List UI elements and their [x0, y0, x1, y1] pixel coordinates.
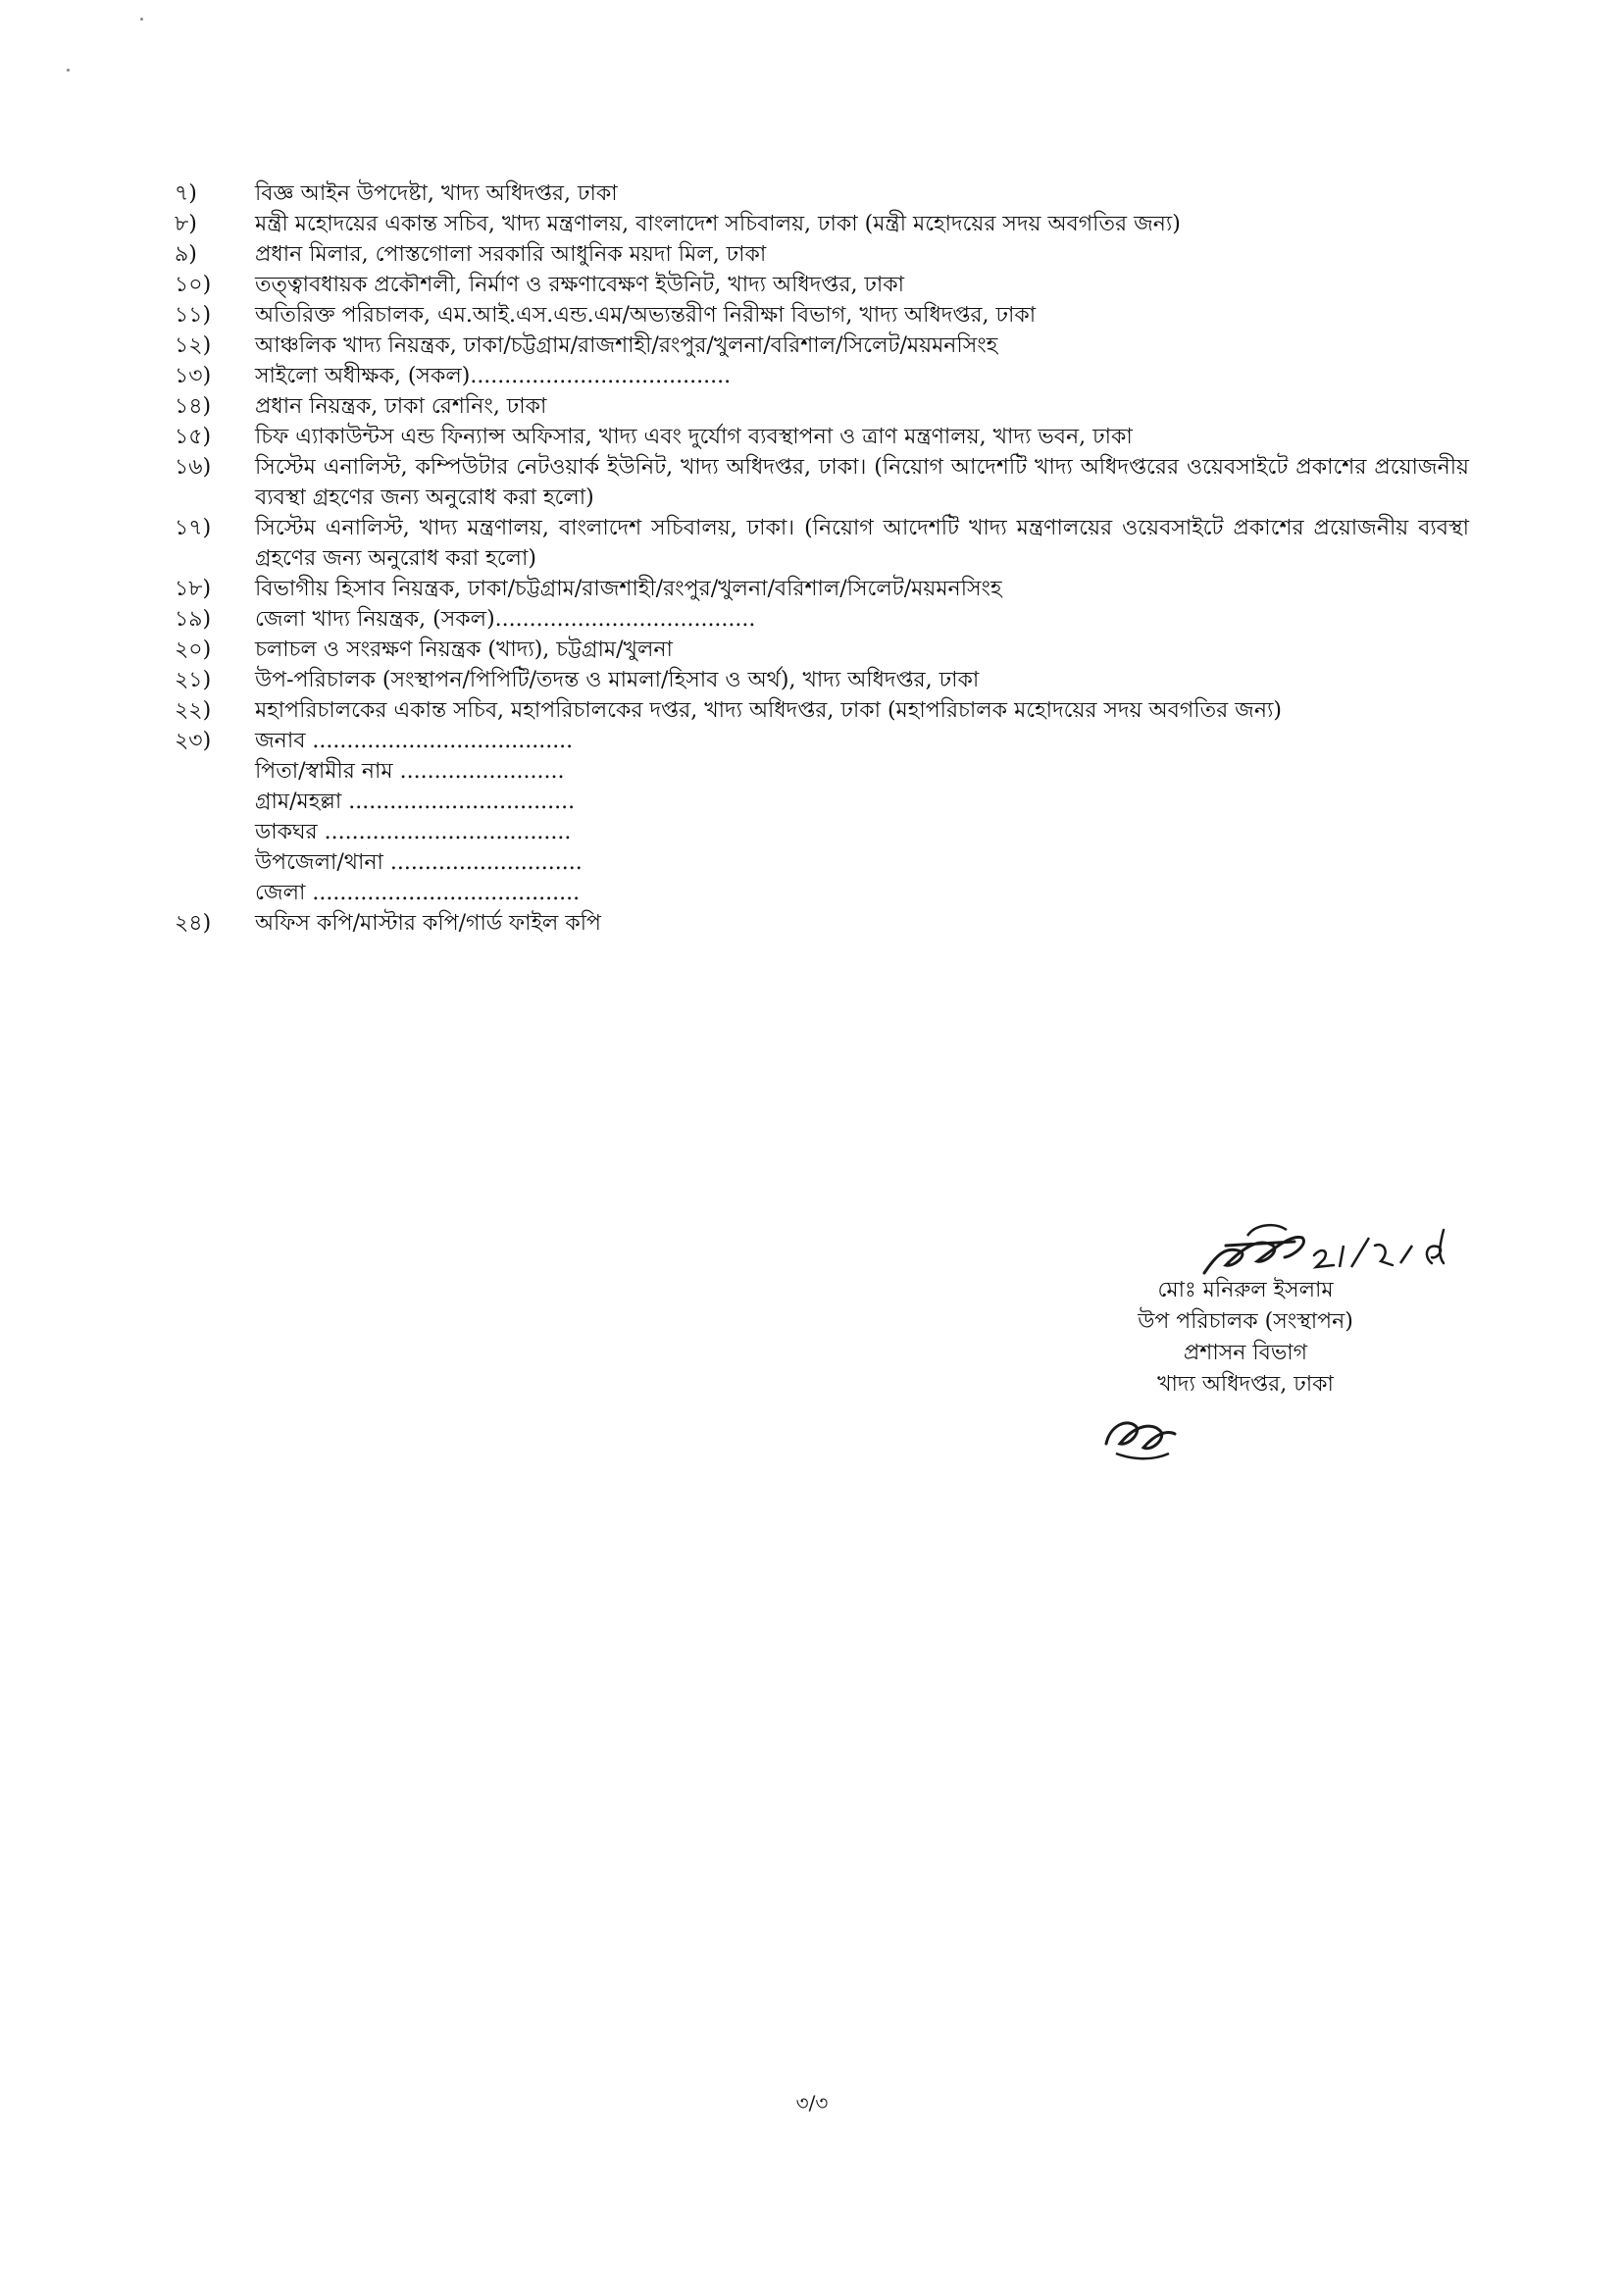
item-text: সাইলো অধীক্ষক, (সকল)......................................: [255, 364, 732, 388]
item-text: সিস্টেম এনালিস্ট, কম্পিউটার নেটওয়ার্ক ইউনিট, খাদ্য অধিদপ্তর, ঢাকা। (নিয়োগ আদেশটি খাদ্য অধিদপ্তরের ওয়েবসাইটে প্রকাশের প্রয়োজনীয় ব্যবস্থা গ্রহণের জন্য অনুরোধ করা হলো): [255, 455, 1469, 510]
list-item: [175, 452, 1469, 513]
list-item: [175, 726, 1469, 756]
item-number: ১৪): [175, 394, 212, 419]
item-number: ১৬): [175, 455, 212, 480]
item-number: ১৮): [175, 577, 212, 601]
item-text: সিস্টেম এনালিস্ট, খাদ্য মন্ত্রণালয়, বাংলাদেশ সচিবালয়, ঢাকা। (নিয়োগ আদেশটি খাদ্য মন্ত্রণালয়ের ওয়েবসাইটে প্রকাশের প্রয়োজনীয় ব্যবস্থা গ্রহণের জন্য অনুরোধ করা হলো): [255, 516, 1469, 571]
list-item: [175, 391, 1469, 422]
scan-speck: [67, 69, 70, 72]
item-number: ৮): [175, 212, 197, 236]
signatory-department: প্রশাসন বিভাগ: [1183, 1341, 1308, 1365]
address-line-village: গ্রাম/মহল্লা .................................: [255, 790, 576, 814]
item-number: ১২): [175, 333, 212, 358]
item-number: ১৯): [175, 607, 212, 632]
list-item: [175, 513, 1469, 574]
list-item: [175, 270, 1469, 300]
item-text: অফিস কপি/মাস্টার কপি/গার্ড ফাইল কপি: [255, 911, 601, 936]
list-item: [175, 361, 1469, 391]
item-number: ১৫): [175, 425, 212, 449]
address-line-post-office: ডাকঘর ....................................: [255, 820, 572, 844]
item-text: প্রধান মিলার, পোস্তগোলা সরকারি আধুনিক ময়দা মিল, ঢাকা: [255, 242, 767, 267]
item-number: ৭): [175, 181, 197, 206]
signatory-name: মোঃ মনিরুল ইসলাম: [1157, 1278, 1334, 1302]
item-number: ২৩): [175, 729, 212, 753]
list-item: [175, 574, 1469, 604]
signature-block: [1098, 1275, 1393, 1401]
item-number: ২২): [175, 698, 212, 723]
signatory-designation: উপ পরিচালক (সংস্থাপন): [1138, 1309, 1353, 1334]
address-line-upazila: উপজেলা/থানা ............................: [255, 850, 583, 875]
list-item: [175, 665, 1469, 695]
signatory-office: খাদ্য অধিদপ্তর, ঢাকা: [1157, 1372, 1334, 1397]
item-text: বিজ্ঞ আইন উপদেষ্টা, খাদ্য অধিদপ্তর, ঢাকা: [255, 181, 618, 206]
item-text: চিফ এ্যাকাউন্টস এন্ড ফিন্যান্স অফিসার, খাদ্য এবং দুর্যোগ ব্যবস্থাপনা ও ত্রাণ মন্ত্রণালয়, খাদ্য ভবন, ঢাকা: [255, 425, 1133, 449]
item-number: ১০): [175, 273, 212, 297]
item-number: ১৩): [175, 364, 212, 388]
item-number: ২১): [175, 668, 212, 692]
item-number: ১১): [175, 303, 212, 328]
item-text: প্রধান নিয়ন্ত্রক, ঢাকা রেশনিং, ঢাকা: [255, 394, 547, 419]
list-item: [175, 300, 1469, 331]
item-text: উপ-পরিচালক (সংস্থাপন/পিপিটি/তদন্ত ও মামলা/হিসাব ও অর্থ), খাদ্য অধিদপ্তর, ঢাকা: [255, 668, 980, 692]
item-number: ১৭): [175, 516, 212, 540]
item-text: আঞ্চলিক খাদ্য নিয়ন্ত্রক, ঢাকা/চট্টগ্রাম/রাজশাহী/রংপুর/খুলনা/বরিশাল/সিলেট/ময়মনসিংহ: [255, 333, 998, 358]
item-number: ২৪): [175, 911, 212, 936]
list-item: [175, 695, 1469, 726]
distribution-list: [175, 178, 1469, 939]
item-text: তত্ত্বাবধায়ক প্রকৌশলী, নির্মাণ ও রক্ষণাবেক্ষণ ইউনিট, খাদ্য অধিদপ্তর, ঢাকা: [255, 273, 905, 297]
item-text: চলাচল ও সংরক্ষণ নিয়ন্ত্রক (খাদ্য), চট্টগ্রাম/খুলনা: [255, 637, 673, 662]
item-text: অতিরিক্ত পরিচালক, এম.আই.এস.এন্ড.এম/অভ্যন্তরীণ নিরীক্ষা বিভাগ, খাদ্য অধিদপ্তর, ঢাকা: [255, 303, 1037, 328]
address-line-father-husband: পিতা/স্বামীর নাম ........................: [255, 759, 565, 784]
list-item: [175, 422, 1469, 452]
handwritten-initial: [1096, 1404, 1204, 1473]
list-item: [175, 331, 1469, 361]
scan-speck: [140, 18, 143, 21]
item-text: বিভাগীয় হিসাব নিয়ন্ত্রক, ঢাকা/চট্টগ্রাম/রাজশাহী/রংপুর/খুলনা/বরিশাল/সিলেট/ময়মনসিংহ: [255, 577, 1002, 601]
list-item: [175, 178, 1469, 209]
item-number: ৯): [175, 242, 197, 267]
item-text: মন্ত্রী মহোদয়ের একান্ত সচিব, খাদ্য মন্ত্রণালয়, বাংলাদেশ সচিবালয়, ঢাকা (মন্ত্রী মহোদয়ের সদয় অবগতির জন্য): [255, 212, 1181, 236]
item-text: জনাব ......................................: [255, 729, 574, 753]
page-number: ৩/৩: [795, 2091, 829, 2115]
address-line-district: জেলা .......................................: [255, 881, 581, 905]
item-text: মহাপরিচালকের একান্ত সচিব, মহাপরিচালকের দপ্তর, খাদ্য অধিদপ্তর, ঢাকা (মহাপরিচালক মহোদয়ের সদয় অবগতির জন্য): [255, 698, 1282, 723]
list-item: [175, 604, 1469, 635]
item-number: ২০): [175, 637, 212, 662]
item-text: জেলা খাদ্য নিয়ন্ত্রক, (সকল)......................................: [255, 607, 756, 632]
list-item: [175, 209, 1469, 239]
list-item: [175, 908, 1469, 939]
list-item: [175, 635, 1469, 665]
list-item: [175, 239, 1469, 270]
